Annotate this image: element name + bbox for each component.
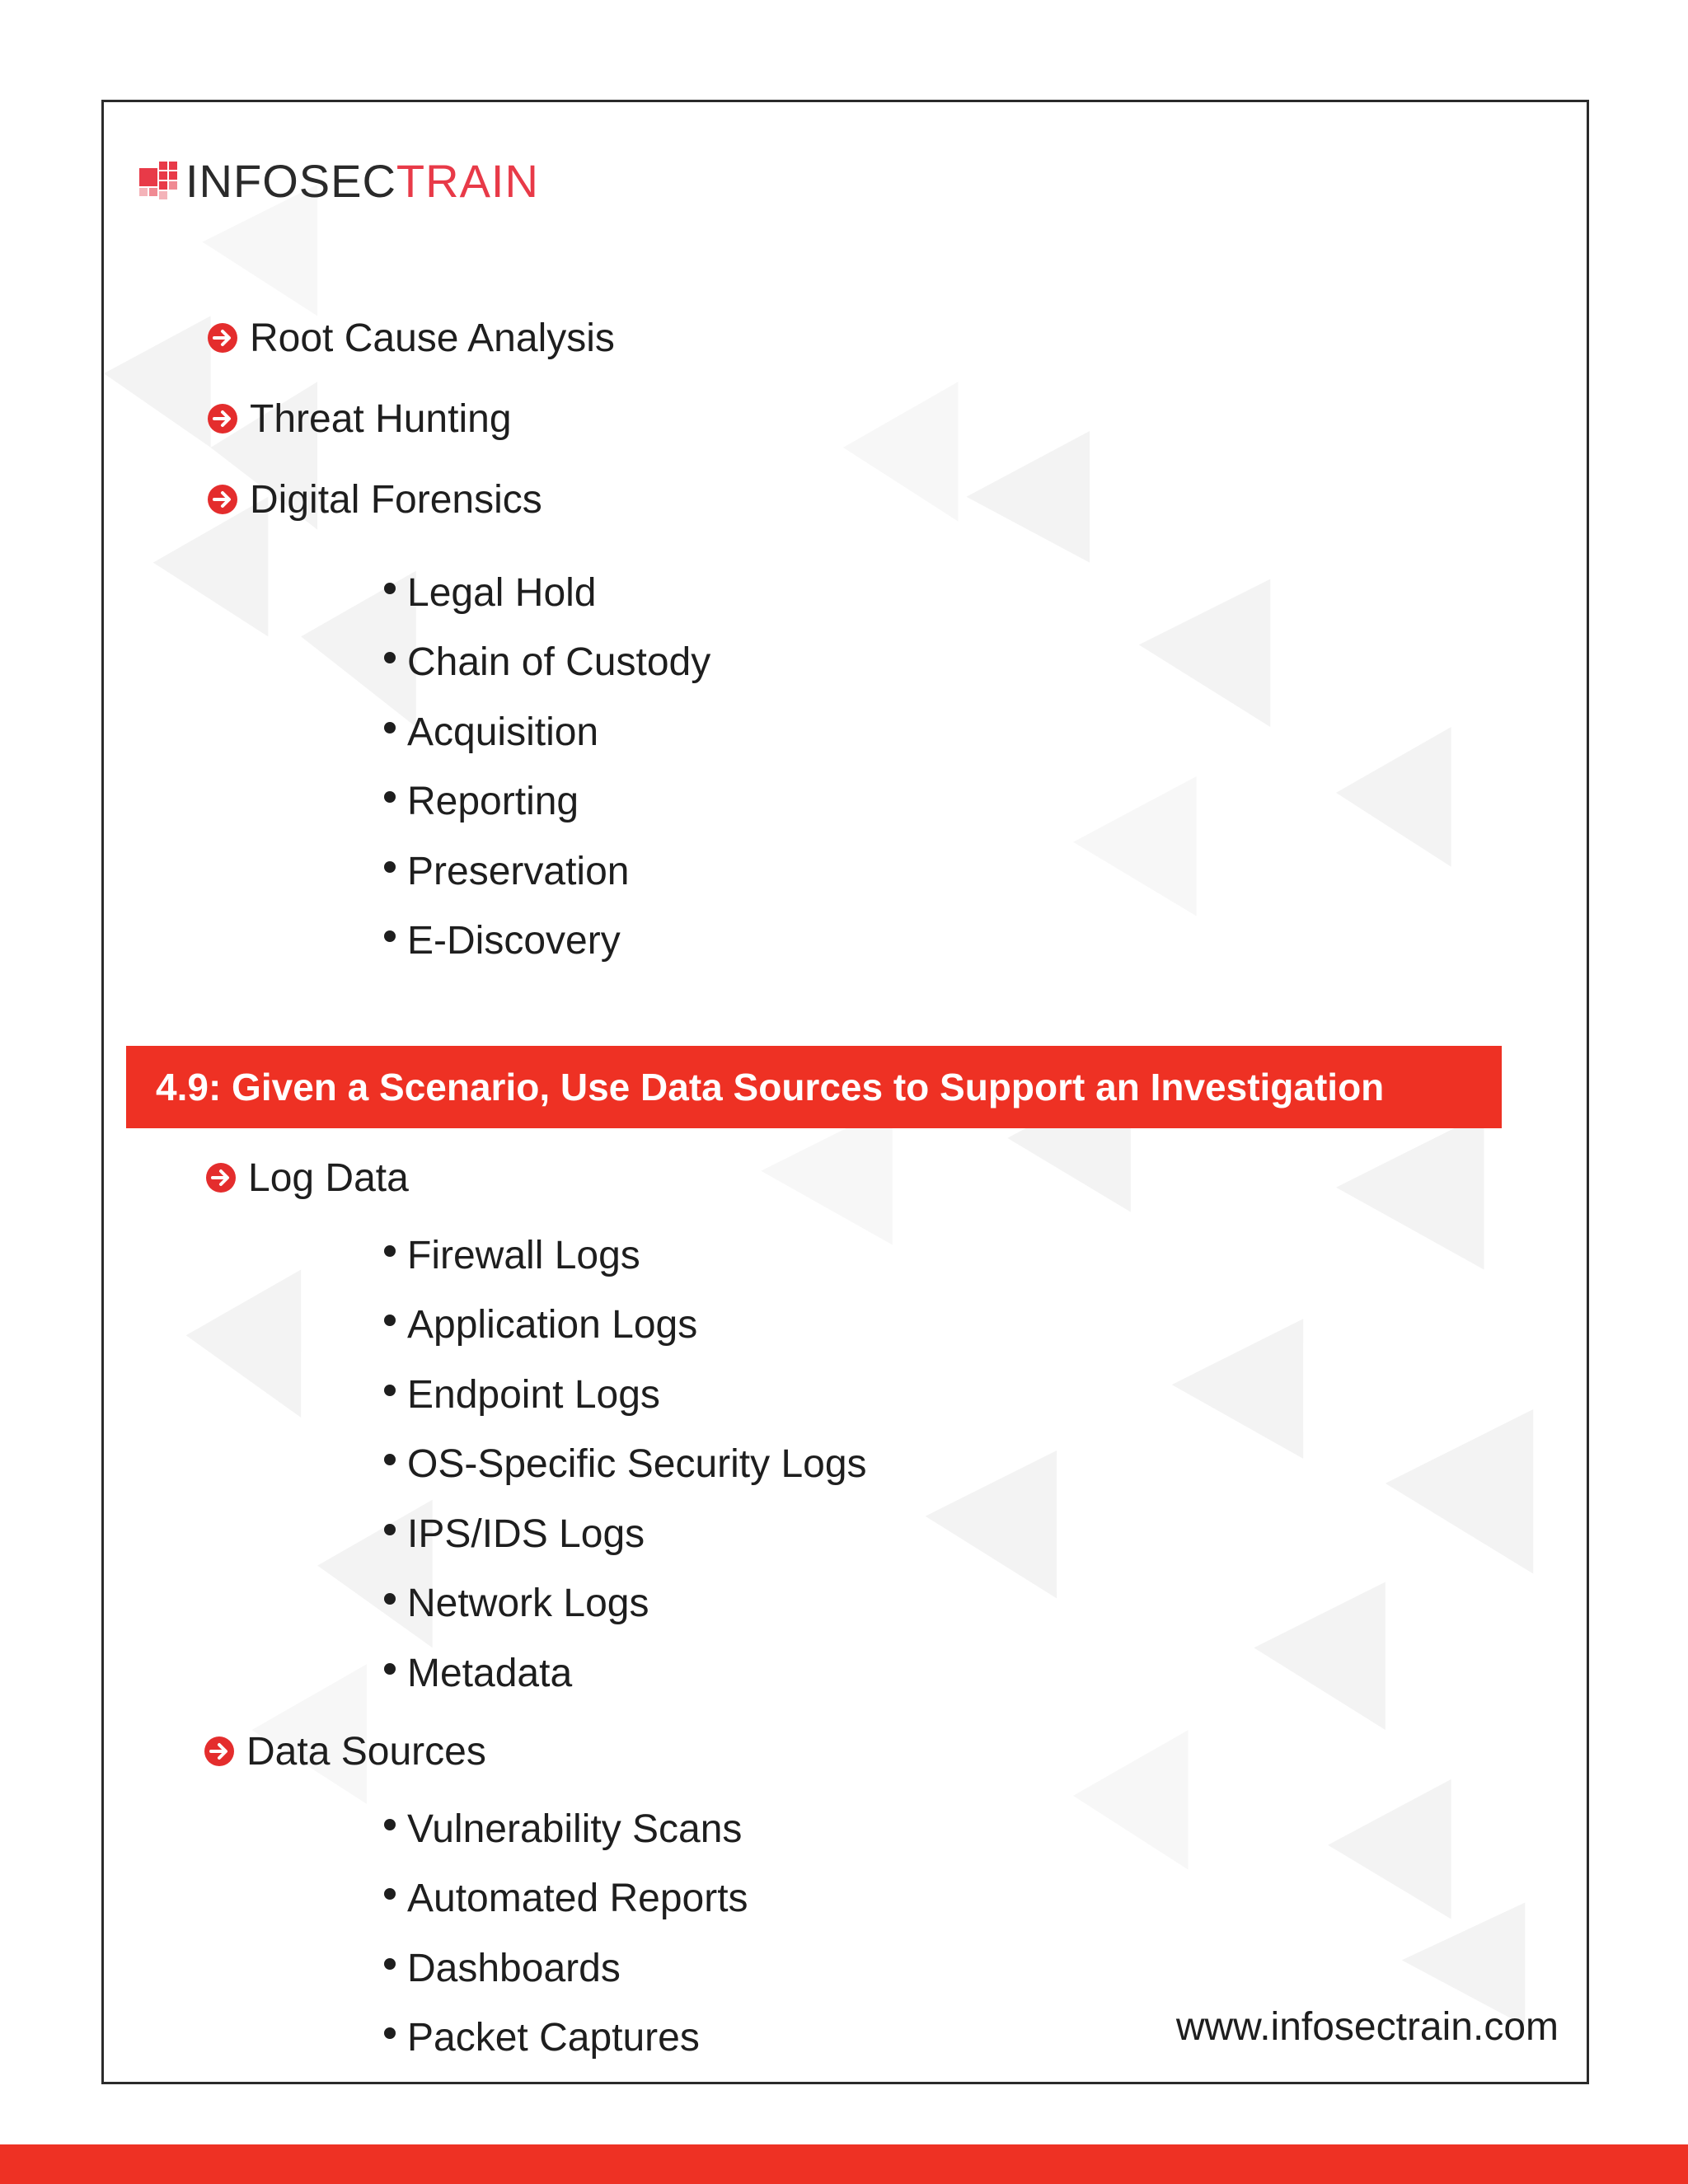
sub-item-label: IPS/IDS Logs: [407, 1511, 645, 1556]
bullet-dot: [384, 2027, 396, 2039]
bullet-dot: [384, 1663, 396, 1675]
sub-item-application-logs: [384, 1296, 697, 1353]
sub-item-label: Automated Reports: [407, 1876, 748, 1920]
bullet-dot: [384, 1524, 396, 1535]
footer-accent-bar: [0, 2144, 1688, 2184]
arrow-right-circle-icon: [207, 484, 238, 515]
list-item-threat-hunting: [207, 390, 512, 448]
list-item-label: Data Sources: [246, 1729, 486, 1774]
arrow-right-circle-icon: [207, 403, 238, 434]
sub-item-label: Dashboards: [407, 1946, 621, 1990]
bullet-dot: [384, 930, 396, 942]
sub-item-label: Legal Hold: [407, 570, 597, 615]
bullet-dot: [384, 1315, 396, 1326]
sub-item-chain-of-custody: [384, 633, 710, 691]
bullet-dot: [384, 1245, 396, 1257]
list-item-label: Digital Forensics: [250, 477, 542, 522]
list-item-root-cause-analysis: [207, 309, 615, 367]
sub-item-label: E-Discovery: [407, 918, 621, 963]
arrow-right-circle-icon: [204, 1736, 235, 1767]
sub-item-label: OS-Specific Security Logs: [407, 1441, 867, 1486]
sub-item-label: Reporting: [407, 779, 579, 823]
sub-item-label: Preservation: [407, 849, 630, 893]
sub-item-packet-captures: [384, 2008, 700, 2066]
sub-item-label: Chain of Custody: [407, 640, 711, 684]
sub-item-firewall-logs: [384, 1226, 640, 1284]
sub-item-endpoint-logs: [384, 1366, 660, 1423]
logo-wordmark: [185, 155, 539, 207]
bullet-dot: [384, 791, 396, 803]
bullet-dot: [384, 652, 396, 663]
list-item-digital-forensics: [207, 471, 542, 528]
bullet-dot: [384, 1958, 396, 1970]
sub-item-label: Network Logs: [407, 1581, 649, 1625]
logo-squares-icon: [139, 162, 179, 201]
bullet-dot: [384, 1888, 396, 1900]
sub-item-network-logs: [384, 1574, 649, 1632]
logo-text-infosec: INFOSEC: [185, 155, 396, 207]
section-banner: [126, 1046, 1502, 1128]
bullet-dot: [384, 722, 396, 733]
sub-item-reporting: [384, 772, 579, 830]
section-banner-title: 4.9: Given a Scenario, Use Data Sources to Support an Investigation: [156, 1066, 1385, 1108]
sub-item-preservation: [384, 842, 629, 900]
arrow-right-circle-icon: [207, 322, 238, 354]
arrow-right-circle-icon: [205, 1162, 237, 1193]
sub-item-label: Endpoint Logs: [407, 1372, 660, 1417]
website-url[interactable]: www.infosectrain.com: [1175, 2004, 1559, 2049]
logo-text-train: TRAIN: [396, 155, 539, 207]
sub-item-dashboards: [384, 1939, 621, 1997]
bullet-dot: [384, 861, 396, 873]
list-item-log-data: [205, 1149, 409, 1207]
list-item-label: Root Cause Analysis: [250, 316, 615, 360]
list-item-data-sources: [204, 1722, 486, 1780]
sub-item-label: Packet Captures: [407, 2015, 700, 2060]
infosectrain-logo: [139, 157, 539, 206]
list-item-label: Log Data: [248, 1155, 409, 1200]
sub-item-vulnerability-scans: [384, 1800, 742, 1858]
sub-item-legal-hold: [384, 564, 597, 621]
sub-item-metadata: [384, 1644, 572, 1702]
bullet-dot: [384, 583, 396, 594]
sub-item-automated-reports: [384, 1869, 748, 1927]
bullet-dot: [384, 1819, 396, 1830]
sub-item-label: Acquisition: [407, 710, 599, 754]
sub-item-e-discovery: [384, 912, 621, 969]
sub-item-os-specific-security-logs: [384, 1435, 867, 1493]
page-frame: [101, 100, 1589, 2084]
sub-item-label: Metadata: [407, 1651, 573, 1695]
sub-item-label: Application Logs: [407, 1302, 698, 1347]
sub-item-label: Vulnerability Scans: [407, 1807, 743, 1851]
bullet-dot: [384, 1593, 396, 1605]
sub-item-acquisition: [384, 703, 598, 761]
sub-item-ips-ids-logs: [384, 1505, 645, 1563]
bullet-dot: [384, 1385, 396, 1396]
bullet-dot: [384, 1454, 396, 1465]
sub-item-label: Firewall Logs: [407, 1233, 640, 1277]
list-item-label: Threat Hunting: [250, 396, 512, 441]
